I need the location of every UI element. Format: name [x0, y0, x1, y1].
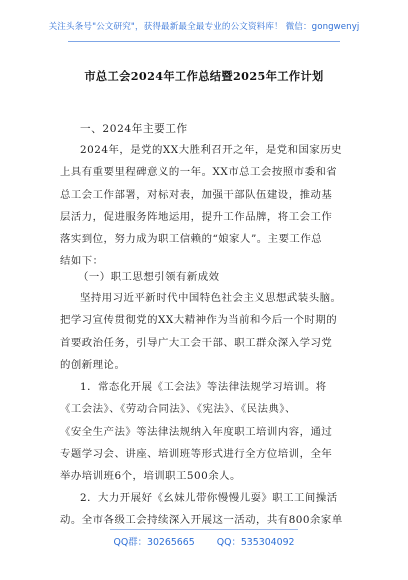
paragraph-line: 《安全生产法》等法律法规纳入年度职工培训内容，通过 — [60, 425, 333, 438]
paragraph-line: 层活力，促进服务阵地运用，提升工作品牌，将工会工作 — [60, 210, 333, 223]
paragraph-line: 结如下： — [60, 255, 104, 268]
footer-qq: QQ：535304092 — [216, 537, 295, 548]
header-divider — [68, 41, 340, 42]
subheading: （一）职工思想引领有新成效 — [78, 271, 220, 283]
paragraph-line: 2024年，是党的XX大胜利召开之年，是党和国家历史 — [80, 144, 343, 156]
paragraph-line: 上具有重要里程碑意义的一年。XX市总工会按照市委和省 — [60, 166, 338, 179]
paragraph-line: 举办培训班6个，培训职工500余人。 — [60, 470, 241, 483]
paragraph-4 — [60, 487, 352, 532]
paragraph-line: 动。全市各级工会持续深入开展这一活动，共有800余家单 — [60, 514, 343, 527]
paragraph-line: 总工会工作部署，对标对表，加强干部队伍建设，推动基 — [60, 188, 333, 201]
footer-divider — [110, 529, 298, 530]
footer-contact — [0, 534, 408, 548]
paragraph-line: 1．常态化开展《工会法》等法律法规学习培训。将 — [80, 381, 327, 393]
section-heading: 一、2024年主要工作 — [80, 123, 188, 135]
paragraph-line: 首要政治任务，引导广大工会干部、职工群众深入学习党 — [60, 336, 333, 349]
paragraph-3 — [60, 376, 352, 487]
paragraph-line: 的创新理论。 — [60, 358, 126, 371]
paragraph-line: 《工会法》、《劳动合同法》、《宪法》、《民法典》、 — [60, 403, 296, 416]
paragraph-line: 2．大力开展好《幺妹儿带你慢慢儿耍》职工工间操活 — [80, 492, 338, 504]
paragraph-line: 坚持用习近平新时代中国特色社会主义思想武装头脑。 — [80, 292, 342, 304]
paragraph-line: 落实到位，努力成为职工信赖的“娘家人”。主要工作总 — [60, 233, 323, 246]
intro-paragraph — [60, 139, 352, 273]
paragraph-2 — [60, 287, 352, 376]
paragraph-line: 专题学习会、讲座、培训班等形式进行全方位培训，全年 — [60, 447, 333, 460]
header-banner: 关注头条号"公文研究"，获得最新最全最专业的公文资料库！ 微信：gongwenyj — [48, 22, 360, 32]
paragraph-line: 把学习宣传贯彻党的XX大精神作为当前和今后一个时期的 — [60, 314, 338, 327]
footer-qq-group: QQ群：30265665 — [113, 537, 195, 548]
document-title: 市总工会2024年工作总结暨2025年工作计划 — [84, 69, 324, 83]
